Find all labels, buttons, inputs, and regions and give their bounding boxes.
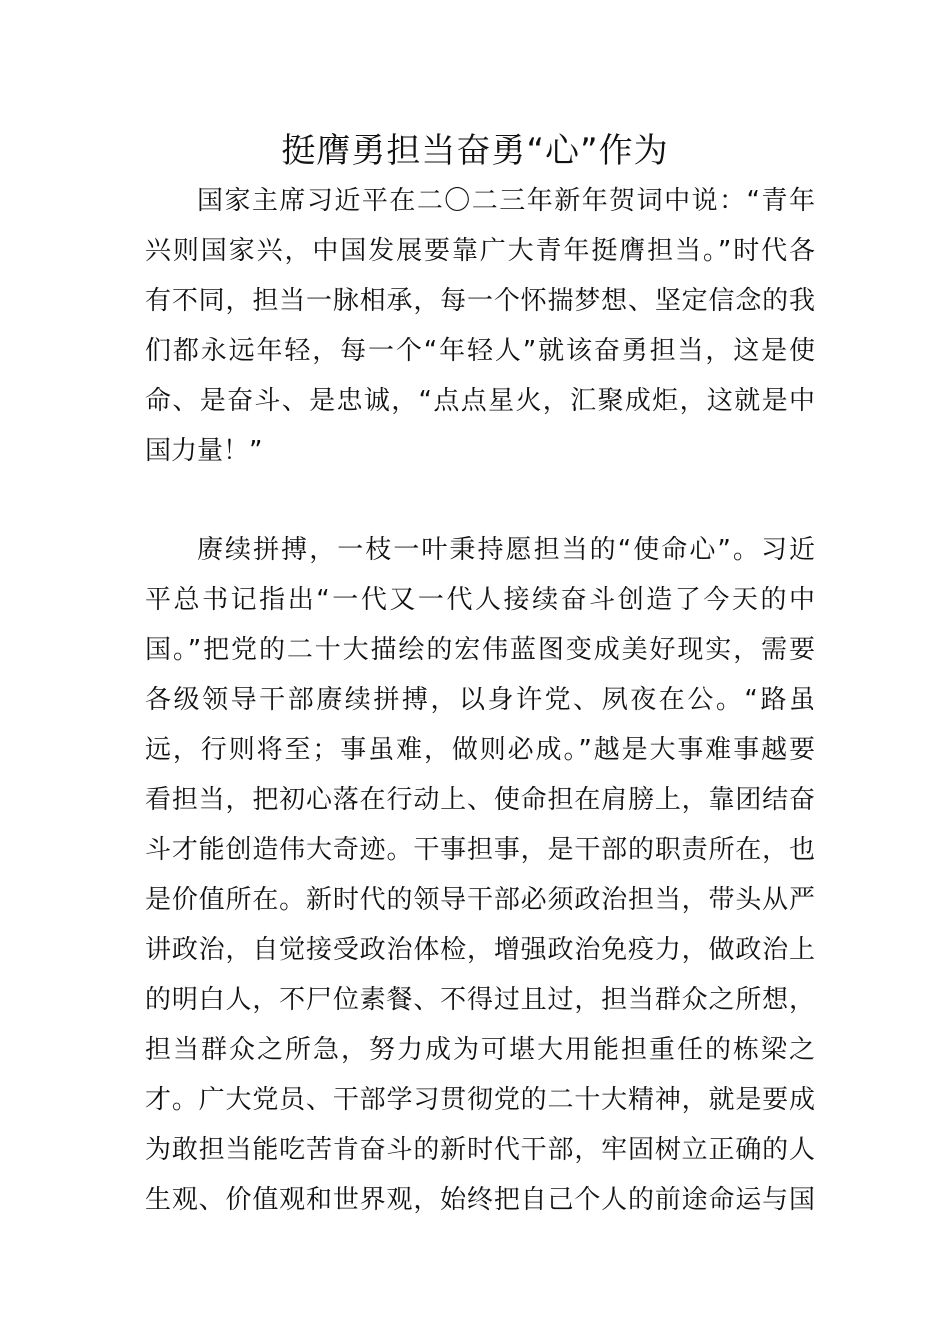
paragraph-line: 命、是奋斗、是忠诚，“点点星火，汇聚成炬，这就是中 [145,386,815,416]
paragraph-line: 的明白人，不尸位素餐、不得过且过，担当群众之所想， [145,985,815,1015]
paragraph-2 [145,525,815,1225]
paragraph-line: 国家主席习近平在二〇二三年新年贺词中说：“青年 [197,186,815,216]
paragraph-line: 斗才能创造伟大奇迹。干事担事，是干部的职责所在，也 [145,835,815,865]
paragraph-line: 生观、价值观和世界观，始终把自己个人的前途命运与国 [145,1185,815,1215]
paragraph-line: 平总书记指出“一代又一代人接续奋斗创造了今天的中 [145,585,815,615]
paragraph-line: 兴则国家兴，中国发展要靠广大青年挺膺担当。”时代各 [145,236,815,266]
paragraph-line: 是价值所在。新时代的领导干部必须政治担当，带头从严 [145,885,815,915]
paragraph-line: 看担当，把初心落在行动上、使命担在肩膀上，靠团结奋 [145,785,815,815]
paragraph-line: 讲政治，自觉接受政治体检，增强政治免疫力，做政治上 [145,935,815,965]
paragraph-line: 远，行则将至；事虽难，做则必成。”越是大事难事越要 [145,735,815,765]
paragraph-line: 国。”把党的二十大描绘的宏伟蓝图变成美好现实，需要 [145,635,815,665]
paragraph-line: 才。广大党员、干部学习贯彻党的二十大精神，就是要成 [145,1085,815,1115]
paragraph-line: 有不同，担当一脉相承，每一个怀揣梦想、坚定信念的我 [145,286,815,316]
paragraph-line: 国力量！” [145,436,263,466]
paragraph-1 [145,176,815,476]
paragraph-line: 各级领导干部赓续拼搏，以身许党、夙夜在公。“路虽 [145,685,815,715]
paragraph-line: 们都永远年轻，每一个“年轻人”就该奋勇担当，这是使 [145,336,815,366]
paragraph-line: 担当群众之所急，努力成为可堪大用能担重任的栋梁之 [145,1035,815,1065]
document-title: 挺膺勇担当奋勇“心”作为 [281,131,669,171]
paragraph-line: 为敢担当能吃苦肯奋斗的新时代干部，牢固树立正确的人 [145,1135,815,1165]
paragraph-line: 赓续拼搏，一枝一叶秉持愿担当的“使命心”。习近 [197,535,815,565]
